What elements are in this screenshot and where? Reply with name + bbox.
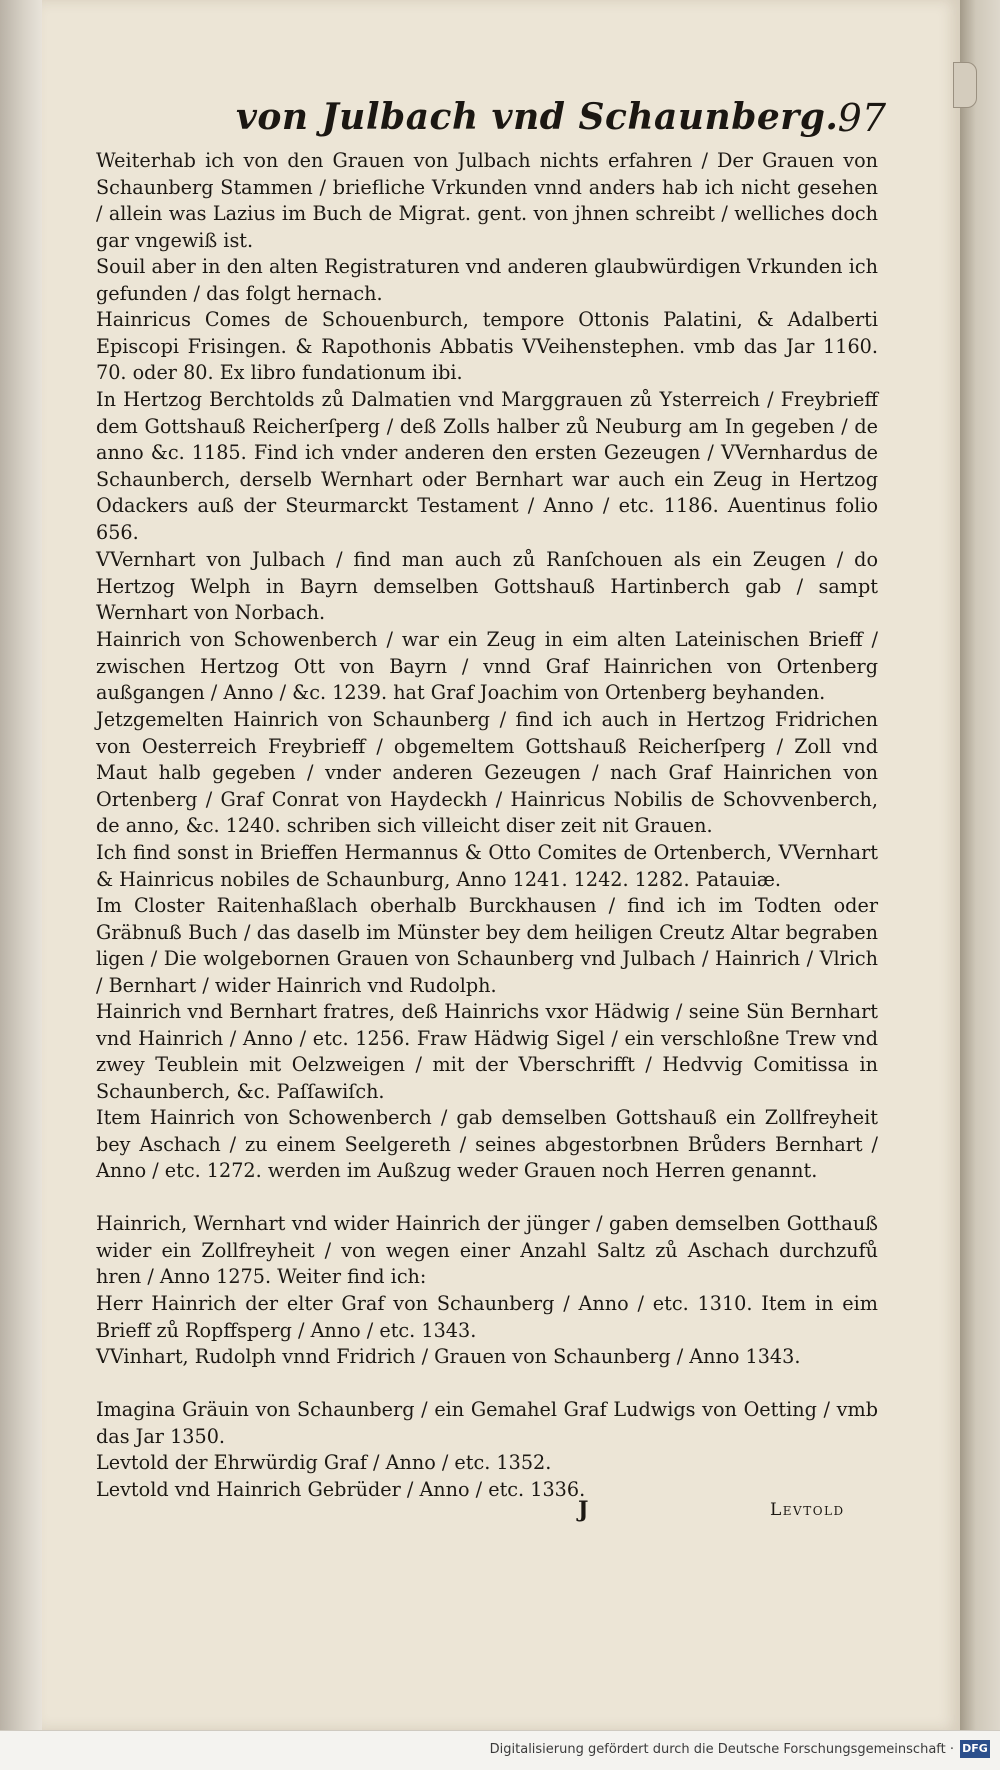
catchword: Levtold [770,1500,845,1520]
page-right-edge [960,0,1000,1730]
paragraph: Hainrich vnd Bernhart fratres, deß Hainrichs vxor Hädwig / seine Sün Bernhart vnd Hainrich / Anno / etc. 1256. Fraw Hädwig Sigel / ein verschloßne Trew vnd zwey Teublein mit Oelzweigen / mit der Vberschrifft / Hedvvig Comitissa in Schaunberch, &c. Paſſawiſch. [96,1000,878,1103]
digitization-footer [0,1730,1000,1770]
page-header [236,96,886,146]
paragraph: Hainricus Comes de Schouenburch, tempore Ottonis Palatini, & Adalberti Episcopi Frisingen. & Rapothonis Abbatis VVeihenstephen. vmb das Jar 1160. 70. oder 80. Ex libro fundationum ibi. [96,308,878,385]
paragraph: Imagina Gräuin von Schaunberg / ein Gemahel Graf Ludwigs von Oetting / vmb das Jar 1350. [96,1398,878,1448]
signature-mark: J [578,1497,589,1523]
page-number: 97 [837,96,886,140]
paragraph: Levtold vnd Hainrich Gebrüder / Anno / etc. 1336. [96,1478,586,1501]
paragraph: Ich find sonst in Brieffen Hermannus & Otto Comites de Ortenberch, VVernhart & Hainricus nobiles de Schaunburg, Anno 1241. 1242. 1282. Patauiæ. [96,841,878,891]
paragraph: Item Hainrich von Schowenberch / gab demselben Gottshauß ein Zollfreyheit bey Aschach / zu einem Seelgereth / seines abgestorbnen Brůders Bernhart / Anno / etc. 1272. werden im Außzug weder Grauen noch Herren genannt. [96,1106,878,1183]
dfg-logo-icon: DFG [960,1740,990,1758]
scan-left-margin [0,0,42,1730]
page-tab-marker [953,62,977,108]
paragraph: Hainrich, Wernhart vnd wider Hainrich der jünger / gaben demselben Gotthauß wider ein Zollfreyheit / von wegen einer Anzahl Saltz zů Aschach durchzufů hren / Anno 1275. Weiter find ich: [96,1212,878,1289]
paragraph: Herr Hainrich der elter Graf von Schaunberg / Anno / etc. 1310. Item in eim Brieff zů Ropffsperg / Anno / etc. 1343. [96,1292,878,1342]
paragraph: Jetzgemelten Hainrich von Schaunberg / find ich auch in Hertzog Fridrichen von Oesterreich Freybrieff / obgemeltem Gottshauß Reicherſperg / Zoll vnd Maut halb gegeben / vnder anderen Gezeugen / nach Graf Hainrichen von Ortenberg / Graf Conrat von Haydeckh / Hainricus Nobilis de Schovvenberch, de anno, &c. 1240. schriben sich villeicht diser zeit nit Grauen. [96,708,878,838]
paragraph: VVinhart, Rudolph vnnd Fridrich / Grauen von Schaunberg / Anno 1343. [96,1345,801,1368]
main-text [96,148,878,1504]
running-title: von Julbach vnd Schaunberg. [236,96,839,138]
paragraph: Im Closter Raitenhaßlach oberhalb Burckhausen / find ich im Todten oder Gräbnuß Buch / das daselb im Münster bey dem heiligen Creutz Altar begraben ligen / Die wolgebornen Grauen von Schaunberg vnd Julbach / Hainrich / Vlrich / Bernhart / wider Hainrich vnd Rudolph. [96,894,878,997]
footer-credit: Digitalisierung gefördert durch die Deutsche Forschungsgemeinschaft · [489,1742,954,1757]
paragraph: Hainrich von Schowenberch / war ein Zeug in eim alten Lateinischen Brieff / zwischen Hertzog Ott von Bayrn / vnnd Graf Hainrichen von Ortenberg außgangen / Anno / &c. 1239. hat Graf Joachim von Ortenberg beyhanden. [96,628,878,705]
paragraph: Souil aber in den alten Registraturen vnd anderen glaubwürdigen Vrkunden ich gefunden / das folgt hernach. [96,255,878,305]
paragraph: Levtold der Ehrwürdig Graf / Anno / etc. 1352. [96,1451,552,1474]
paragraph: In Hertzog Berchtolds zů Dalmatien vnd Marggrauen zů Ysterreich / Freybrieff dem Gottshauß Reicherſperg / deß Zolls halber zů Neuburg am In gegeben / de anno &c. 1185. Find ich vnder anderen den ersten Gezeugen / VVernhardus de Schaunberch, derselb Wernhart oder Bernhart war auch ein Zeug in Hertzog Odackers auß der Steurmarckt Testament / Anno / etc. 1186. Auentinus folio 656. [96,388,878,544]
paragraph: Weiterhab ich von den Grauen von Julbach nichts erfahren / Der Grauen von Schaunberg Stammen / briefliche Vrkunden vnnd anders hab ich nicht gesehen / allein was Lazius im Buch de Migrat. gent. von jhnen schreibt / welliches doch gar vngewiß ist. [96,149,878,252]
paragraph: VVernhart von Julbach / find man auch zů Ranſchouen als ein Zeugen / do Hertzog Welph in Bayrn demselben Gottshauß Hartinberch gab / sampt Wernhart von Norbach. [96,548,878,625]
